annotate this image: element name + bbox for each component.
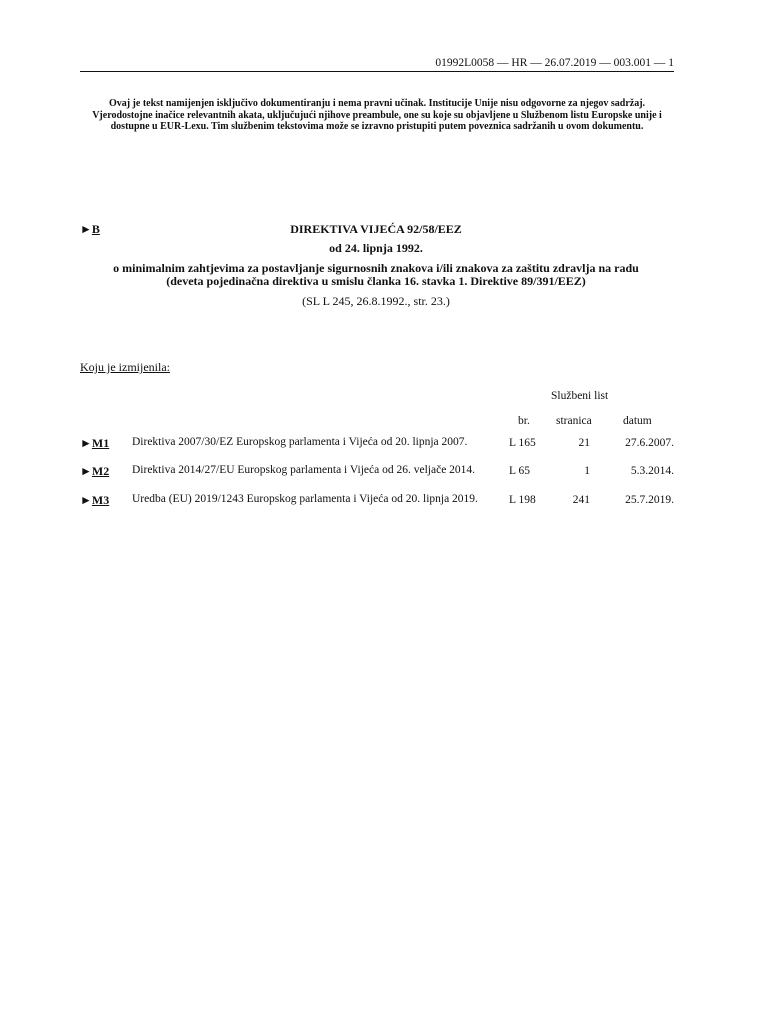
- amendment-marker-m2[interactable]: [80, 464, 109, 479]
- legal-disclaimer: Ovaj je tekst namijenjen isključivo dokumentiranju i nema pravni učinak. Institucije Unije nisu odgovorne za njegov sadržaj. Vjerodostojne inačice relevantnih akata, uključujući njihove preambule, one su koje su objavljene u Službenom listu Europske unije i dostupne u EUR-Lexu. Tim službenim tekstovima može se izravno pristupiti putem poveznica sadržanih u ovom dokumentu.: [92, 98, 662, 133]
- amendment-oj-date: 27.6.2007.: [625, 437, 674, 449]
- amendment-label: M3: [91, 493, 110, 507]
- amendment-description: Direktiva 2014/27/EU Europskog parlamenta i Vijeća od 26. veljače 2014.: [132, 464, 476, 476]
- official-journal-header: Službeni list: [551, 390, 609, 402]
- amendment-oj-date: 5.3.2014.: [630, 465, 674, 477]
- amendment-marker-m1[interactable]: [80, 436, 109, 451]
- column-header-page: stranica: [556, 415, 592, 427]
- marker-arrow-icon: ►: [80, 464, 92, 478]
- marker-arrow-icon: ►: [80, 436, 92, 450]
- act-date: od 24. lipnja 1992.: [329, 241, 423, 255]
- amendment-marker-m3[interactable]: [80, 493, 109, 508]
- amendment-oj-date: 25.7.2019.: [625, 494, 674, 506]
- amendment-oj-number: L 165: [509, 437, 536, 449]
- header-divider: [80, 71, 674, 72]
- amendment-oj-number: L 198: [509, 494, 536, 506]
- marker-arrow-icon: ►: [80, 222, 92, 236]
- act-oj-reference: (SL L 245, 26.8.1992., str. 23.): [302, 294, 450, 308]
- amendment-description: Uredba (EU) 2019/1243 Europskog parlamenta i Vijeća od 20. lipnja 2019.: [132, 493, 478, 505]
- amendment-label: M1: [91, 436, 110, 450]
- column-header-number: br.: [518, 415, 530, 427]
- column-header-date: datum: [623, 415, 652, 427]
- amendment-oj-page: 21: [578, 437, 590, 449]
- amended-by-heading: Koju je izmijenila:: [80, 360, 170, 374]
- amendment-label: M2: [91, 464, 110, 478]
- marker-arrow-icon: ►: [80, 493, 92, 507]
- basic-act-marker-label: B: [91, 222, 100, 236]
- basic-act-marker[interactable]: [80, 222, 100, 237]
- amendment-oj-page: 241: [572, 494, 590, 506]
- amendment-description: Direktiva 2007/30/EZ Europskog parlamenta i Vijeća od 20. lipnja 2007.: [132, 436, 468, 448]
- document-reference: 01992L0058 — HR — 26.07.2019 — 003.001 — 1: [435, 57, 674, 69]
- act-subject: o minimalnim zahtjevima za postavljanje sigurnosnih znakova i/ili znakova za zaštitu zdravlja na radu (deveta pojedinačna direktiva u smislu članka 16. stavka 1. Direktive 89/391/EEZ): [113, 261, 639, 288]
- amendment-oj-page: 1: [584, 465, 590, 477]
- amendment-oj-number: L 65: [509, 465, 530, 477]
- act-title: DIREKTIVA VIJEĆA 92/58/EEZ: [290, 222, 462, 236]
